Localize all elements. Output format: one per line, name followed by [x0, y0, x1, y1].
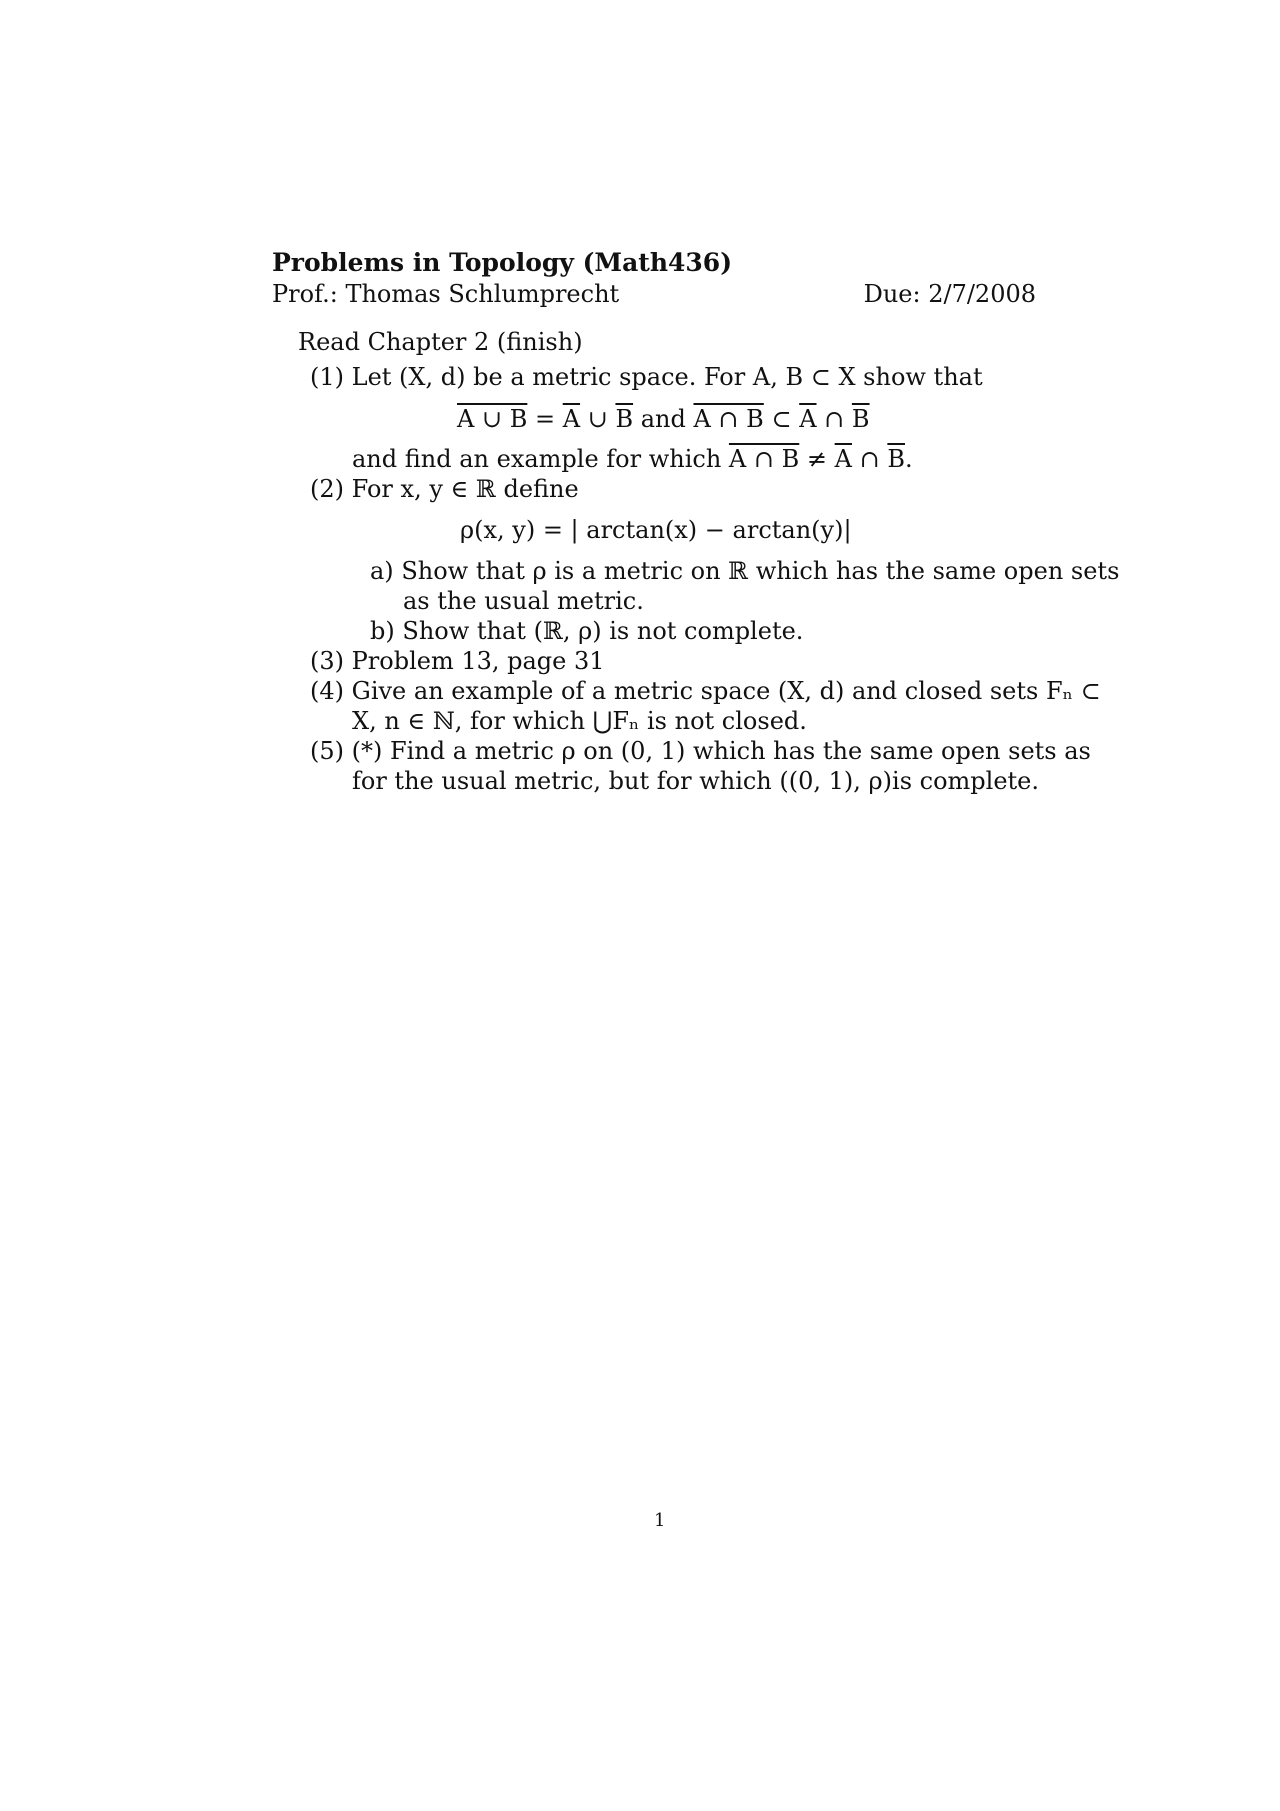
example-text: and find an example for which	[352, 445, 729, 473]
problem-2b-label: b)	[370, 617, 395, 645]
closure-union-lhs: A ∪ B	[457, 405, 528, 433]
problem-4	[310, 676, 1101, 706]
problem-1-formula	[457, 405, 870, 433]
problem-2	[310, 474, 579, 504]
reading-assignment: Read Chapter 2 (finish)	[298, 328, 583, 356]
period: .	[905, 445, 913, 473]
closure-b-2: $\overline{B}$	[851, 405, 870, 433]
not-equal-sign: ≠	[799, 445, 835, 473]
due-date: Due: 2/7/2008	[863, 280, 1036, 308]
problem-2-formula: ρ(x, y) = | arctan(x) − arctan(y)|	[460, 516, 852, 544]
problem-1	[310, 362, 983, 392]
and-word: and	[633, 405, 694, 433]
problem-2b-line1: Show that (ℝ, ρ) is not complete.	[402, 617, 804, 645]
problem-4-line1: Give an example of a metric space (X, d) and closed sets Fₙ ⊂	[351, 677, 1101, 705]
problem-5-number: (5)	[310, 737, 344, 765]
problem-2a-line2: as the usual metric.	[403, 587, 644, 615]
document-title: Problems in Topology (Math436)	[272, 248, 733, 277]
closure-a: $\overline{A}$	[562, 405, 581, 433]
professor-name: Prof.: Thomas Schlumprecht	[272, 280, 620, 308]
subset-sign: ⊂	[763, 405, 800, 433]
intersection-op: ∩	[816, 405, 852, 433]
problem-3-number: (3)	[310, 647, 344, 675]
problem-5-line2: for the usual metric, but for which ((0, 1), ρ)is complete.	[352, 767, 1039, 795]
problem-4-line2: X, n ∈ ℕ, for which ⋃Fₙ is not closed.	[352, 707, 807, 735]
problem-1-example-line	[352, 444, 913, 474]
intersection-op-2: ∩	[851, 445, 888, 473]
page-number: 1	[654, 1510, 666, 1531]
problem-4-number: (4)	[310, 677, 344, 705]
problem-3-statement: Problem 13, page 31	[351, 647, 605, 675]
problem-2a	[370, 556, 1119, 586]
closure-intersection: A ∩ B	[728, 445, 800, 473]
closure-intersection-lhs: A ∩ B	[693, 405, 764, 433]
problem-2a-label: a)	[370, 557, 394, 585]
problem-1-statement: Let (X, d) be a metric space. For A, B ⊂ X show that	[351, 363, 983, 391]
problem-2-statement: For x, y ∈ ℝ define	[351, 475, 579, 503]
problem-5-line1: (*) Find a metric ρ on (0, 1) which has the same open sets as	[351, 737, 1091, 765]
problem-2-number: (2)	[310, 475, 344, 503]
closure-b-3: $\overline{B}$	[887, 445, 905, 473]
problem-5	[310, 736, 1091, 766]
problem-1-number: (1)	[310, 363, 344, 391]
closure-a-3: $\overline{A}$	[834, 445, 852, 473]
union-op: ∪	[580, 405, 616, 433]
problem-3	[310, 646, 605, 676]
equals-sign: =	[527, 405, 563, 433]
problem-2b	[370, 616, 803, 646]
closure-b: $\overline{B}$	[615, 405, 634, 433]
closure-a-2: $\overline{A}$	[799, 405, 817, 433]
problem-2a-line1: Show that ρ is a metric on ℝ which has the same open sets	[401, 557, 1120, 585]
